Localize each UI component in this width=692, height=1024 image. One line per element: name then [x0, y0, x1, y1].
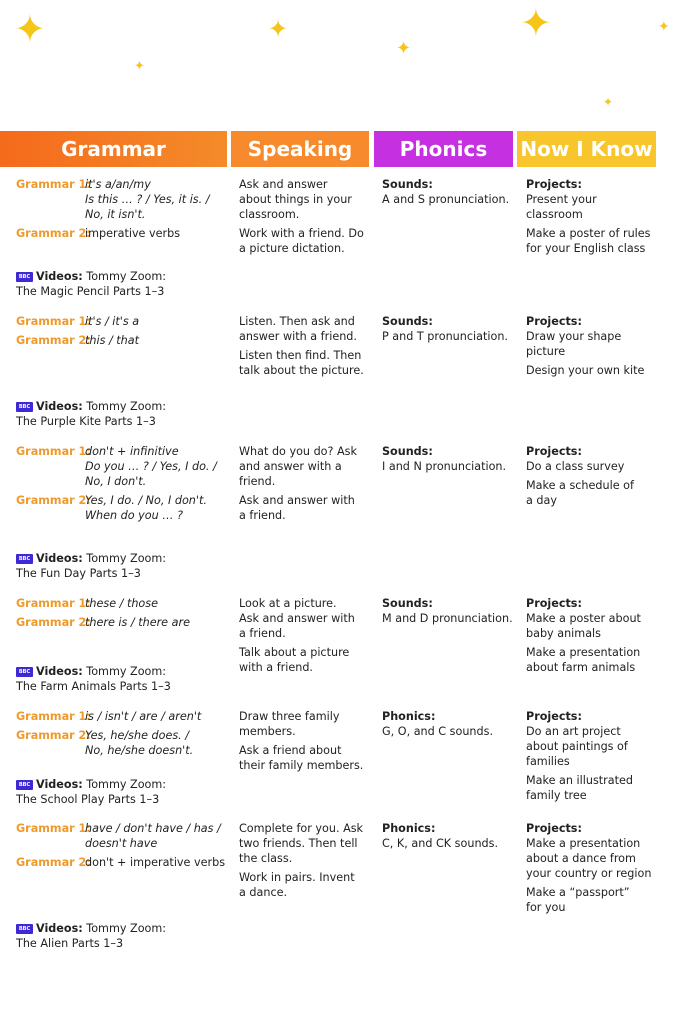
sparkle-icon: ✦ — [603, 95, 614, 109]
video-series: Tommy Zoom: — [86, 922, 167, 935]
grammar-1-text: is / isn't / are / aren't — [85, 710, 202, 723]
speaking-cell — [239, 596, 369, 679]
speaking-activity: Complete for you. Ask two friends. Then tell the class. — [239, 822, 364, 865]
speaking-activity: Ask and answer with a friend. — [239, 494, 355, 522]
speaking-activity: Ask and answer about things in your classroom. — [239, 178, 352, 221]
sparkle-icon: ✦ — [520, 1, 552, 45]
phonics-cell — [382, 177, 514, 207]
grammar-2-label: Grammar 2: — [16, 227, 91, 240]
speaking-activity: Ask a friend about their family members. — [239, 744, 364, 772]
sparkle-icon: ✦ — [658, 19, 670, 35]
grammar-2-label: Grammar 2: — [16, 616, 91, 629]
video-entry — [16, 399, 166, 429]
project-item: Do a class survey — [526, 460, 625, 473]
video-label: Videos: — [36, 778, 83, 791]
grammar-1-text: it's / it's a — [85, 315, 140, 328]
projects-label: Projects: — [526, 445, 582, 458]
video-label: Videos: — [36, 922, 83, 935]
project-item: Make a presentation about a dance from your country or region — [526, 837, 652, 880]
grammar-1-label: Grammar 1: — [16, 710, 91, 723]
speaking-cell — [239, 709, 369, 777]
project-item: Make a poster about baby animals — [526, 612, 641, 640]
project-item: Draw your shape picture — [526, 330, 622, 358]
video-entry — [16, 269, 166, 299]
grammar-1-text: have / don't have / has / doesn't have — [85, 822, 221, 850]
project-item: Present your classroom — [526, 193, 597, 221]
speaking-activity: Work with a friend. Do a picture dictation. — [239, 227, 364, 255]
video-series: Tommy Zoom: — [86, 778, 167, 791]
bbc-logo-icon: BBC — [16, 667, 33, 677]
video-series: Tommy Zoom: — [86, 665, 167, 678]
grammar-2-label: Grammar 2: — [16, 334, 91, 347]
phonics-label: Phonics: — [382, 710, 436, 723]
grammar-1-label: Grammar 1: — [16, 597, 91, 610]
phonics-cell — [382, 444, 514, 474]
grammar-cell — [16, 596, 228, 634]
projects-cell — [526, 596, 676, 679]
grammar-1-label: Grammar 1: — [16, 178, 91, 191]
grammar-2-text: Yes, he/she does. / No, he/she doesn't. — [85, 729, 194, 757]
grammar-cell — [16, 314, 228, 352]
bbc-logo-icon: BBC — [16, 924, 33, 934]
video-label: Videos: — [36, 665, 83, 678]
phonics-text: C, K, and CK sounds. — [382, 837, 499, 850]
video-title: The Farm Animals Parts 1–3 — [16, 680, 171, 693]
video-entry — [16, 551, 166, 581]
video-series: Tommy Zoom: — [86, 270, 167, 283]
projects-label: Projects: — [526, 710, 582, 723]
project-item: Make an illustrated family tree — [526, 774, 633, 802]
video-title: The Purple Kite Parts 1–3 — [16, 415, 156, 428]
video-series: Tommy Zoom: — [86, 552, 167, 565]
speaking-cell — [239, 821, 369, 904]
grammar-cell — [16, 444, 228, 527]
project-item: Make a presentation about farm animals — [526, 646, 641, 674]
video-title: The School Play Parts 1–3 — [16, 793, 160, 806]
grammar-2-text: imperative verbs — [85, 227, 181, 240]
speaking-activity: Draw three family members. — [239, 710, 340, 738]
phonics-label: Phonics: — [382, 822, 436, 835]
project-item: Do an art project about paintings of families — [526, 725, 628, 768]
bbc-logo-icon: BBC — [16, 780, 33, 790]
bbc-logo-icon: BBC — [16, 554, 33, 564]
phonics-cell — [382, 596, 514, 626]
projects-cell — [526, 821, 676, 919]
speaking-activity: Talk about a picture with a friend. — [239, 646, 350, 674]
grammar-2-text: Yes, I do. / No, I don't. When do you … ? — [85, 494, 207, 522]
sparkle-icon: ✦ — [14, 7, 46, 51]
speaking-cell — [239, 444, 369, 527]
grammar-2-label: Grammar 2: — [16, 494, 91, 507]
projects-cell — [526, 177, 676, 260]
speaking-activity: Listen then find. Then talk about the picture. — [239, 349, 364, 377]
header-phonics: Phonics — [374, 131, 513, 167]
phonics-text: I and N pronunciation. — [382, 460, 507, 473]
grammar-cell — [16, 709, 228, 762]
header-speaking: Speaking — [231, 131, 369, 167]
grammar-1-label: Grammar 1: — [16, 822, 91, 835]
bbc-logo-icon: BBC — [16, 402, 33, 412]
projects-label: Projects: — [526, 597, 582, 610]
project-item: Make a schedule of a day — [526, 479, 634, 507]
speaking-activity: Listen. Then ask and answer with a friend. — [239, 315, 357, 343]
speaking-cell — [239, 314, 369, 382]
video-entry — [16, 664, 171, 694]
phonics-text: M and D pronunciation. — [382, 612, 513, 625]
phonics-text: P and T pronunciation. — [382, 330, 508, 343]
header-grammar: Grammar — [0, 131, 227, 167]
phonics-label: Sounds: — [382, 597, 433, 610]
speaking-activity: Work in pairs. Invent a dance. — [239, 871, 355, 899]
phonics-cell — [382, 821, 514, 851]
video-title: The Magic Pencil Parts 1–3 — [16, 285, 165, 298]
phonics-cell — [382, 314, 514, 344]
phonics-text: G, O, and C sounds. — [382, 725, 494, 738]
video-label: Videos: — [36, 400, 83, 413]
phonics-label: Sounds: — [382, 178, 433, 191]
grammar-1-label: Grammar 1: — [16, 315, 91, 328]
speaking-activity: What do you do? Ask and answer with a friend. — [239, 445, 357, 488]
grammar-1-text: these / those — [85, 597, 158, 610]
grammar-2-label: Grammar 2: — [16, 856, 91, 869]
video-label: Videos: — [36, 552, 83, 565]
video-title: The Fun Day Parts 1–3 — [16, 567, 141, 580]
grammar-1-text: it's a/an/my Is this … ? / Yes, it is. / No, it isn't. — [85, 178, 210, 221]
sparkle-icon: ✦ — [134, 59, 145, 74]
projects-label: Projects: — [526, 822, 582, 835]
video-series: Tommy Zoom: — [86, 400, 167, 413]
phonics-cell — [382, 709, 514, 739]
projects-cell — [526, 314, 676, 382]
projects-label: Projects: — [526, 315, 582, 328]
grammar-2-text: don't + imperative verbs — [85, 856, 226, 869]
project-item: Make a “passport” for you — [526, 886, 630, 914]
speaking-activity: Look at a picture. Ask and answer with a friend. — [239, 597, 355, 640]
phonics-label: Sounds: — [382, 445, 433, 458]
projects-cell — [526, 709, 676, 807]
video-entry — [16, 921, 166, 951]
grammar-2-label: Grammar 2: — [16, 729, 91, 742]
project-item: Design your own kite — [526, 364, 645, 377]
header-now-i-know: Now I Know — [517, 131, 656, 167]
phonics-text: A and S pronunciation. — [382, 193, 510, 206]
grammar-cell — [16, 177, 228, 245]
grammar-2-text: there is / there are — [85, 616, 190, 629]
grammar-cell — [16, 821, 228, 874]
grammar-1-text: don't + infinitive Do you … ? / Yes, I do. / No, I don't. — [85, 445, 217, 488]
projects-cell — [526, 444, 676, 512]
bbc-logo-icon: BBC — [16, 272, 33, 282]
phonics-label: Sounds: — [382, 315, 433, 328]
speaking-cell — [239, 177, 369, 260]
sparkle-icon: ✦ — [268, 15, 289, 43]
video-entry — [16, 777, 166, 807]
video-label: Videos: — [36, 270, 83, 283]
grammar-2-text: this / that — [85, 334, 140, 347]
project-item: Make a poster of rules for your English class — [526, 227, 651, 255]
grammar-1-label: Grammar 1: — [16, 445, 91, 458]
video-title: The Alien Parts 1–3 — [16, 937, 124, 950]
sparkle-icon: ✦ — [396, 38, 412, 59]
projects-label: Projects: — [526, 178, 582, 191]
